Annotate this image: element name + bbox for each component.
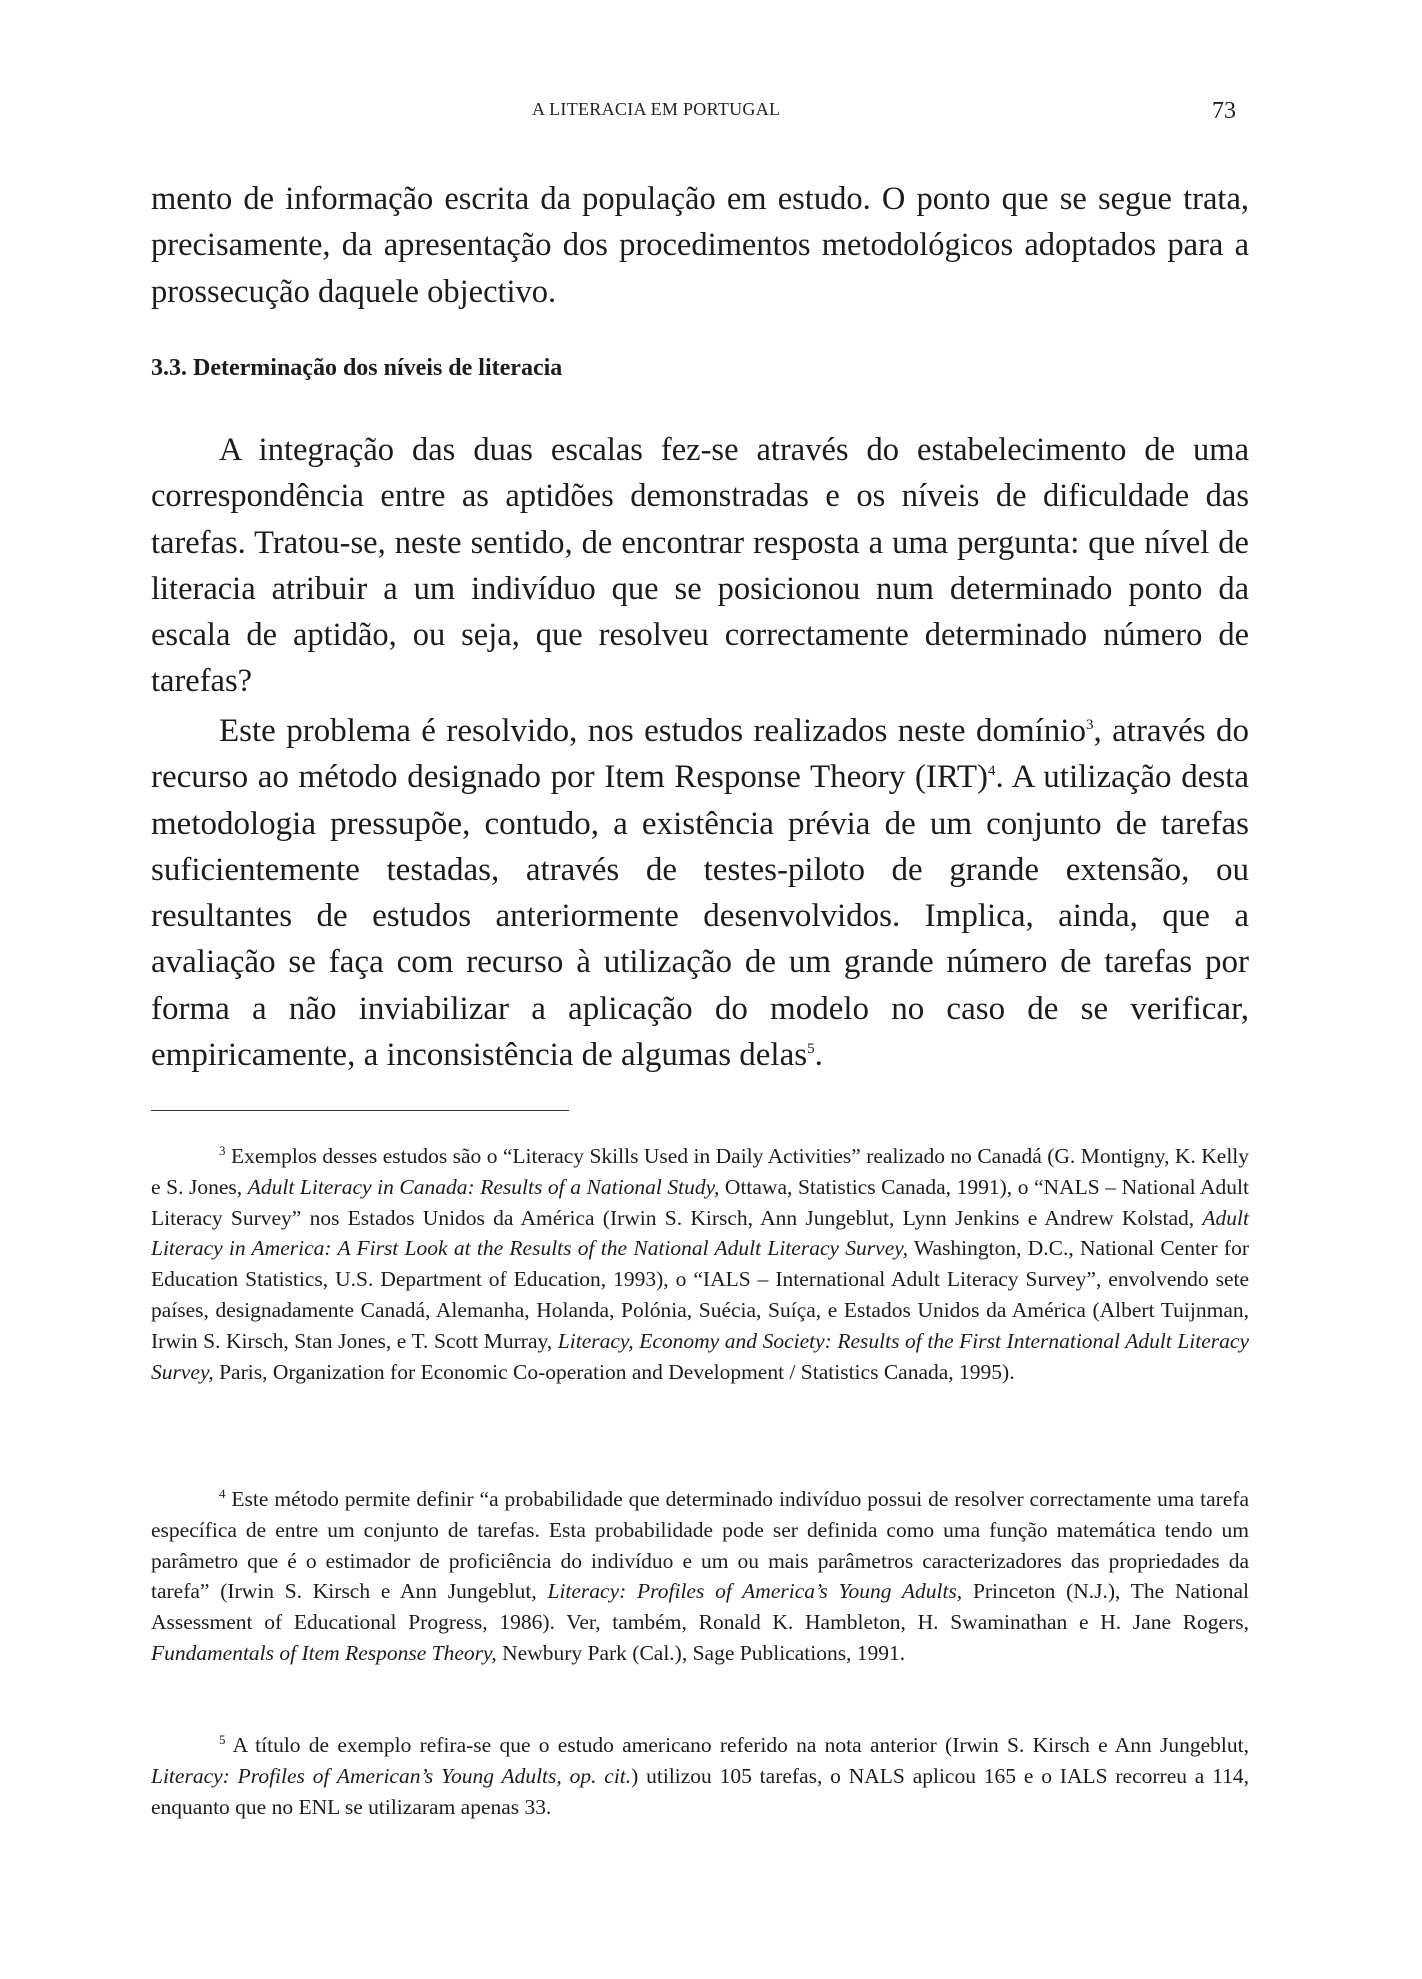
paragraph-integration: A integração das duas escalas fez-se através do estabelecimento de uma correspondência entre as aptidões demonstradas e os níveis de dificuldade das tarefas. Tratou-se, neste sentido, de encontrar resposta a uma pergunta: que nível de literacia atribuir a um indivíduo que se posicionou num determinado ponto da escala de aptidão, ou seja, que resolveu correctamente determinado número de tarefas? xyxy=(151,432,1249,700)
footnote-5-text-1: A título de exemplo refira-se que o estudo americano referido na nota anterior (Irwin S. Kirsch e Ann Jungeblut, xyxy=(232,1733,1249,1757)
footnote-4-title-2: Fundamentals of Item Response Theory, xyxy=(151,1640,497,1665)
paragraph-problem-text-2: , através do recurso ao método designado por Item Response Theory (IRT) xyxy=(151,713,1249,796)
paragraph-problem-text-1: Este problema é resolvido, nos estudos realizados neste domínio xyxy=(219,713,1086,749)
paragraph-problem xyxy=(151,708,1249,1078)
footnote-5 xyxy=(151,1730,1249,1822)
page-number: 73 xyxy=(1212,98,1236,124)
footnote-4-text-1: Este método permite definir “a probabilidade que determinado indivíduo possui de resolver correctamente uma tarefa específica de entre um conjunto de tarefas. Esta probabilidade pode ser definida como uma função matemática tendo um parâmetro que é o estimador de proficiência do indivíduo e um ou mais parâmetros caracterizadores das propriedades da tarefa” (Irwin S. Kirsch e Ann Jungeblut, xyxy=(151,1487,1250,1604)
footnote-5-title-1: Literacy: Profiles of American’s Young Adults, op. cit. xyxy=(151,1763,632,1788)
paragraph-problem-text-3: . A utilização desta metodologia pressupõe, contudo, a existência prévia de um conjunto de tarefas suficientemente testadas, através de testes-piloto de grande extensão, ou resultantes de estudos anteriormente desenvolvidos. Implica, ainda, que a avaliação se faça com recurso à utilização de um grande número de tarefas por forma a não inviabilizar a aplicação do modelo no caso de se verificar, empiricamente, a inconsistência de algumas delas xyxy=(151,759,1249,1074)
footnote-4-mark: 4 xyxy=(219,1485,226,1501)
footnote-3 xyxy=(151,1141,1249,1387)
footnote-3-text-1: Exemplos desses estudos são o “Literacy Skills Used in Daily Activities” realizado no Canadá (G. Montigny, K. Kelly e S. Jones, xyxy=(151,1144,1250,1199)
footnote-3-text-4: Paris, Organization for Economic Co-operation and Development / Statistics Canada, 1995). xyxy=(213,1359,1015,1384)
footnote-reference-3: 3 xyxy=(1085,717,1094,733)
footnote-5-text-2: ) utilizou 105 tarefas, o NALS aplicou 165 e o IALS recorreu a 114, enquanto que no ENL se utilizaram apenas 33. xyxy=(151,1763,1249,1819)
footnote-3-title-3: Literacy, Economy and Society: Results of the First International Adult Literacy Survey, xyxy=(151,1328,1249,1384)
footnote-3-text-3: Washington, D.C., National Center for Education Statistics, U.S. Department of Education, 1993), o “IALS – International Adult Literacy Survey”, envolvendo sete países, designadamente Canadá, Alemanha, Holanda, Polónia, Suécia, Suíça, e Estados Unidos da América (Albert Tuijnman, Irwin S. Kirsch, Stan Jones, e T. Scott Murray, xyxy=(151,1236,1249,1353)
footnote-3-title-1: Adult Literacy in Canada: Results of a National Study, xyxy=(247,1174,720,1199)
footnote-separator xyxy=(151,1110,569,1111)
section-title: Determinação dos níveis de literacia xyxy=(193,355,563,381)
footnote-reference-4: 4 xyxy=(988,763,996,780)
section-heading xyxy=(151,355,562,382)
footnote-4-text-3: Newbury Park (Cal.), Sage Publications, 1991. xyxy=(496,1640,906,1665)
footnote-4 xyxy=(151,1484,1249,1669)
footnote-3-title-2: Adult Literacy in America: A First Look at the Results of the National Adult Literacy Survey, xyxy=(151,1205,1249,1261)
paragraph-problem-text-4: . xyxy=(814,1037,823,1074)
footnote-4-text-2: Princeton (N.J.), The National Assessment of Educational Progress, 1986). Ver, também, Ronald K. Hambleton, H. Swaminathan e H. Jane Rogers, xyxy=(151,1579,1250,1635)
footnote-3-text-2: Ottawa, Statistics Canada, 1991), o “NALS – National Adult Literacy Survey” nos Estados Unidos da América (Irwin S. Kirsch, Ann Jungeblut, Lynn Jenkins e Andrew Kolstad, xyxy=(151,1174,1249,1230)
footnote-4-title-1: Literacy: Profiles of America’s Young Adults, xyxy=(547,1579,963,1604)
paragraph-continuation: mento de informação escrita da população em estudo. O ponto que se segue trata, precisamente, da apresentação dos procedimentos metodológicos adoptados para a prossecução daquele objectivo. xyxy=(151,181,1249,310)
footnote-3-mark: 3 xyxy=(219,1142,226,1158)
section-number: 3.3. xyxy=(151,355,187,381)
running-header-title: A LITERACIA EM PORTUGAL xyxy=(532,99,781,119)
footnote-5-mark: 5 xyxy=(219,1731,226,1747)
footnote-reference-5: 5 xyxy=(807,1041,815,1058)
